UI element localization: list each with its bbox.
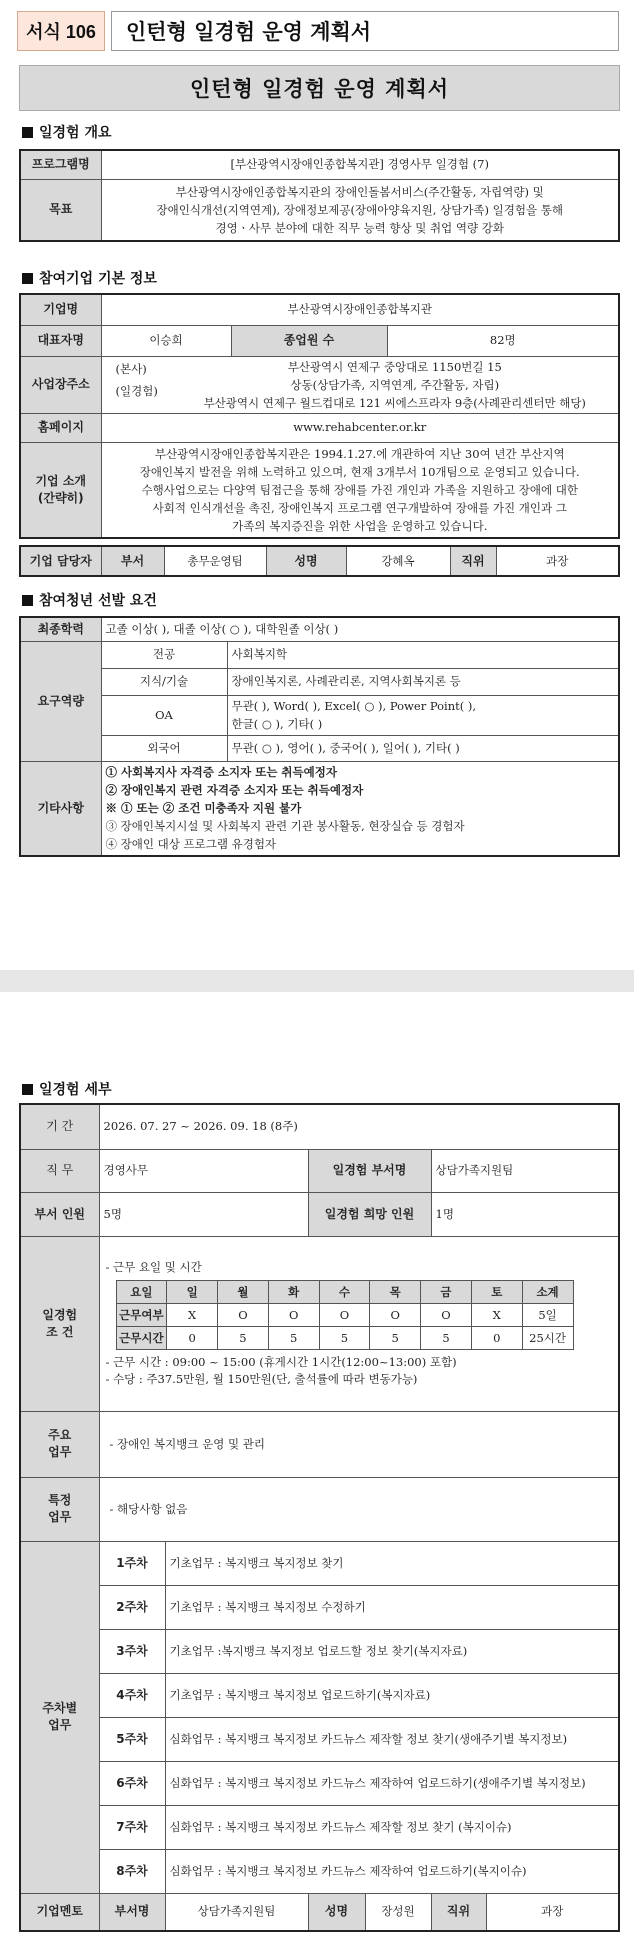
- week-label: 6주차: [99, 1761, 165, 1805]
- manager-table: [19, 545, 620, 577]
- schedule-header: 소계: [522, 1281, 573, 1304]
- company-name-label: 기업명: [20, 294, 101, 325]
- weekly-task-label: 주차별 업무: [20, 1541, 99, 1893]
- schedule-cell: 25시간: [522, 1327, 573, 1350]
- address-value: (본사) (일경험) 부산광역시 연제구 중앙대로 1150번길 15 상동(상담가족, 지역연계, 주간활동, 자립) 부산광역시 연제구 월드컵대로 121 씨에스프라자 9층(사례관리센터만 해당): [101, 356, 619, 413]
- manager-dept-label: 부서: [101, 546, 164, 576]
- square-bullet-icon: [22, 595, 33, 606]
- schedule-cell: 5: [370, 1327, 421, 1350]
- competency-label: 요구역량: [20, 641, 101, 761]
- company-table: [19, 293, 620, 539]
- schedule-header: 요일: [116, 1281, 167, 1304]
- section-heading-requirements: 참여청년 선발 요건: [22, 590, 157, 610]
- main-task-value: - 장애인 복지뱅크 운영 및 관리: [99, 1411, 619, 1477]
- form-number-badge: 서식 106: [17, 11, 105, 51]
- mentor-position-value: 과장: [486, 1893, 619, 1931]
- schedule-cell: 5: [421, 1327, 472, 1350]
- homepage-label: 홈페이지: [20, 413, 101, 442]
- other-value: ① 사회복지사 자격증 소지자 또는 취득예정자 ② 장애인복지 관련 자격증 소지자 또는 취득예정자 ※ ① 또는 ② 조건 미충족자 지원 불가 ③ 장애인복지시설 및 사회복지 관련 기관 봉사활동, 현장실습 등 경험자 ④ 장애인 대상 프로그램 유경험자: [101, 761, 619, 856]
- details-table: [19, 1103, 620, 1932]
- section-heading-company: 참여기업 기본 정보: [22, 268, 157, 288]
- education-label: 최종학력: [20, 617, 101, 641]
- dept-value: 상담가족지원팀: [431, 1149, 619, 1192]
- language-label: 외국어: [101, 735, 227, 761]
- manager-position-value: 과장: [496, 546, 619, 576]
- schedule-cell: 5일: [522, 1304, 573, 1327]
- hope-label: 일경험 희망 인원: [308, 1192, 431, 1236]
- page-gap: [0, 970, 634, 992]
- staff-value: 5명: [99, 1192, 308, 1236]
- manager-name-value: 강혜옥: [346, 546, 450, 576]
- manager-name-label: 성명: [266, 546, 346, 576]
- schedule-cell: O: [268, 1304, 319, 1327]
- address-tag-hq: (본사): [115, 361, 147, 376]
- homepage-link[interactable]: www.rehabcenter.or.kr: [101, 413, 619, 442]
- major-label: 전공: [101, 641, 227, 668]
- hope-value: 1명: [431, 1192, 619, 1236]
- week-label: 3주차: [99, 1629, 165, 1673]
- address-tag-work: (일경험): [115, 383, 158, 398]
- schedule-row-label: 근무시간: [116, 1327, 167, 1350]
- week-task: 기초업무 :복지뱅크 복지정보 업로드할 정보 찾기(복지자료): [165, 1629, 619, 1673]
- schedule-header: 토: [471, 1281, 522, 1304]
- manager-label: 기업 담당자: [20, 546, 101, 576]
- overview-table: [19, 149, 620, 242]
- schedule-cell: O: [370, 1304, 421, 1327]
- mentor-label: 기업멘토: [20, 1893, 99, 1931]
- page-1: [0, 0, 634, 970]
- schedule-cell: O: [421, 1304, 472, 1327]
- goal-label: 목표: [20, 179, 101, 241]
- square-bullet-icon: [22, 127, 33, 138]
- schedule-row-label: 근무여부: [116, 1304, 167, 1327]
- other-label: 기타사항: [20, 761, 101, 856]
- week-task: 심화업무 : 복지뱅크 복지정보 카드뉴스 제작하여 업로드하기(생애주기별 복지정보): [165, 1761, 619, 1805]
- ceo-label: 대표자명: [20, 325, 101, 356]
- schedule-cell: O: [218, 1304, 269, 1327]
- manager-position-label: 직위: [450, 546, 496, 576]
- week-label: 8주차: [99, 1849, 165, 1893]
- mentor-name-value: 장성원: [365, 1893, 431, 1931]
- schedule-cell: O: [319, 1304, 370, 1327]
- education-value: 고졸 이상( ), 대졸 이상( ○ ), 대학원졸 이상( ): [101, 617, 619, 641]
- section-heading-details: 일경험 세부: [22, 1079, 112, 1099]
- period-label: 기 간: [20, 1104, 99, 1149]
- requirements-table: [19, 616, 620, 857]
- language-value: 무관( ○ ), 영어( ), 중국어( ), 일어( ), 기타( ): [227, 735, 619, 761]
- week-label: 2주차: [99, 1585, 165, 1629]
- schedule-header: 금: [421, 1281, 472, 1304]
- week-task: 심화업무 : 복지뱅크 복지정보 카드뉴스 제작할 정보 찾기(생애주기별 복지정보): [165, 1717, 619, 1761]
- goal-value: 부산광역시장애인종합복지관의 장애인돌봄서비스(주간활동, 자립역량) 및 장애인식개선(지역연계), 장애정보제공(장애아양육지원, 상담가족) 일경험을 통해 경영ㆍ사무 분야에 대한 직무 능력 향상 및 취업 역량 강화: [101, 179, 619, 241]
- schedule-table: [116, 1280, 574, 1350]
- special-task-label: 특정 업무: [20, 1477, 99, 1541]
- schedule-header: 일: [167, 1281, 218, 1304]
- condition-label: 일경험 조 건: [20, 1236, 99, 1411]
- staff-label: 부서 인원: [20, 1192, 99, 1236]
- schedule-cell: 5: [319, 1327, 370, 1350]
- condition-intro: - 근무 요일 및 시간: [105, 1260, 202, 1274]
- program-label: 프로그램명: [20, 150, 101, 179]
- address-label: 사업장주소: [20, 356, 101, 413]
- knowledge-value: 장애인복지론, 사례관리론, 지역사회복지론 등: [227, 668, 619, 695]
- schedule-cell: X: [167, 1304, 218, 1327]
- schedule-cell: 5: [268, 1327, 319, 1350]
- week-label: 1주차: [99, 1541, 165, 1585]
- mentor-dept-label: 부서명: [99, 1893, 165, 1931]
- allowance-note: - 수당 : 주37.5만원, 월 150만원(단, 출석률에 따라 변동가능): [105, 1372, 418, 1386]
- schedule-header: 화: [268, 1281, 319, 1304]
- week-task: 기초업무 : 복지뱅크 복지정보 수정하기: [165, 1585, 619, 1629]
- manager-dept-value: 총무운영팀: [164, 546, 266, 576]
- week-label: 4주차: [99, 1673, 165, 1717]
- company-name-value: 부산광역시장애인종합복지관: [101, 294, 619, 325]
- oa-label: OA: [101, 695, 227, 735]
- schedule-cell: 5: [218, 1327, 269, 1350]
- week-label: 7주차: [99, 1805, 165, 1849]
- schedule-header: 수: [319, 1281, 370, 1304]
- dept-label: 일경험 부서명: [308, 1149, 431, 1192]
- schedule-header: 목: [370, 1281, 421, 1304]
- program-value: [부산광역시장애인종합복지관] 경영사무 일경험 (7): [101, 150, 619, 179]
- document-title-banner: 인턴형 일경험 운영 계획서: [19, 65, 620, 111]
- major-value: 사회복지학: [227, 641, 619, 668]
- ceo-value: 이승희: [101, 325, 231, 356]
- week-task: 심화업무 : 복지뱅크 복지정보 카드뉴스 제작할 정보 찾기 (복지이슈): [165, 1805, 619, 1849]
- period-value: 2026. 07. 27 ~ 2026. 09. 18 (8주): [99, 1104, 619, 1149]
- week-task: 기초업무 : 복지뱅크 복지정보 찾기: [165, 1541, 619, 1585]
- work-hours-note: - 근무 시간 : 09:00 ~ 15:00 (휴게시간 1시간(12:00~13:00) 포함): [105, 1355, 457, 1369]
- square-bullet-icon: [22, 1084, 33, 1095]
- employees-label: 종업원 수: [231, 325, 387, 356]
- form-title: 인턴형 일경험 운영 계획서: [111, 11, 619, 51]
- knowledge-label: 지식/기술: [101, 668, 227, 695]
- oa-value: 무관( ), Word( ), Excel( ○ ), Power Point( ), 한글( ○ ), 기타( ): [227, 695, 619, 735]
- condition-value: [99, 1236, 619, 1411]
- mentor-position-label: 직위: [431, 1893, 486, 1931]
- main-task-label: 주요 업무: [20, 1411, 99, 1477]
- job-value: 경영사무: [99, 1149, 308, 1192]
- employees-value: 82명: [387, 325, 619, 356]
- form-header: [17, 11, 619, 51]
- week-task: 심화업무 : 복지뱅크 복지정보 카드뉴스 제작하여 업로드하기(복지이슈): [165, 1849, 619, 1893]
- section-heading-overview: 일경험 개요: [22, 122, 112, 142]
- intro-label: 기업 소개 (간략히): [20, 442, 101, 538]
- schedule-cell: 0: [167, 1327, 218, 1350]
- mentor-name-label: 성명: [308, 1893, 365, 1931]
- square-bullet-icon: [22, 273, 33, 284]
- intro-value: 부산광역시장애인종합복지관은 1994.1.27.에 개관하여 지난 30여 년간 부산지역 장애인복지 발전을 위해 노력하고 있으며, 현재 3개부서 10개팀으로 운영되고 있습니다. 수행사업으로는 다양역 팀접근을 통해 장애를 가진 개인과 가족을 지원하고 장애에 대한 사회적 인식개선을 촉진, 장애인복지 프로그램 연구개발하여 장애를 가진 개인과 그 가족의 복지증진을 위한 사업을 운영하고 있습니다.: [101, 442, 619, 538]
- week-task: 기초업무 : 복지뱅크 복지정보 업로드하기(복지자료): [165, 1673, 619, 1717]
- special-task-value: - 해당사항 없음: [99, 1477, 619, 1541]
- week-label: 5주차: [99, 1717, 165, 1761]
- schedule-cell: 0: [471, 1327, 522, 1350]
- schedule-cell: X: [471, 1304, 522, 1327]
- job-label: 직 무: [20, 1149, 99, 1192]
- schedule-header: 월: [218, 1281, 269, 1304]
- mentor-dept-value: 상담가족지원팀: [165, 1893, 308, 1931]
- page-2: [0, 992, 634, 1953]
